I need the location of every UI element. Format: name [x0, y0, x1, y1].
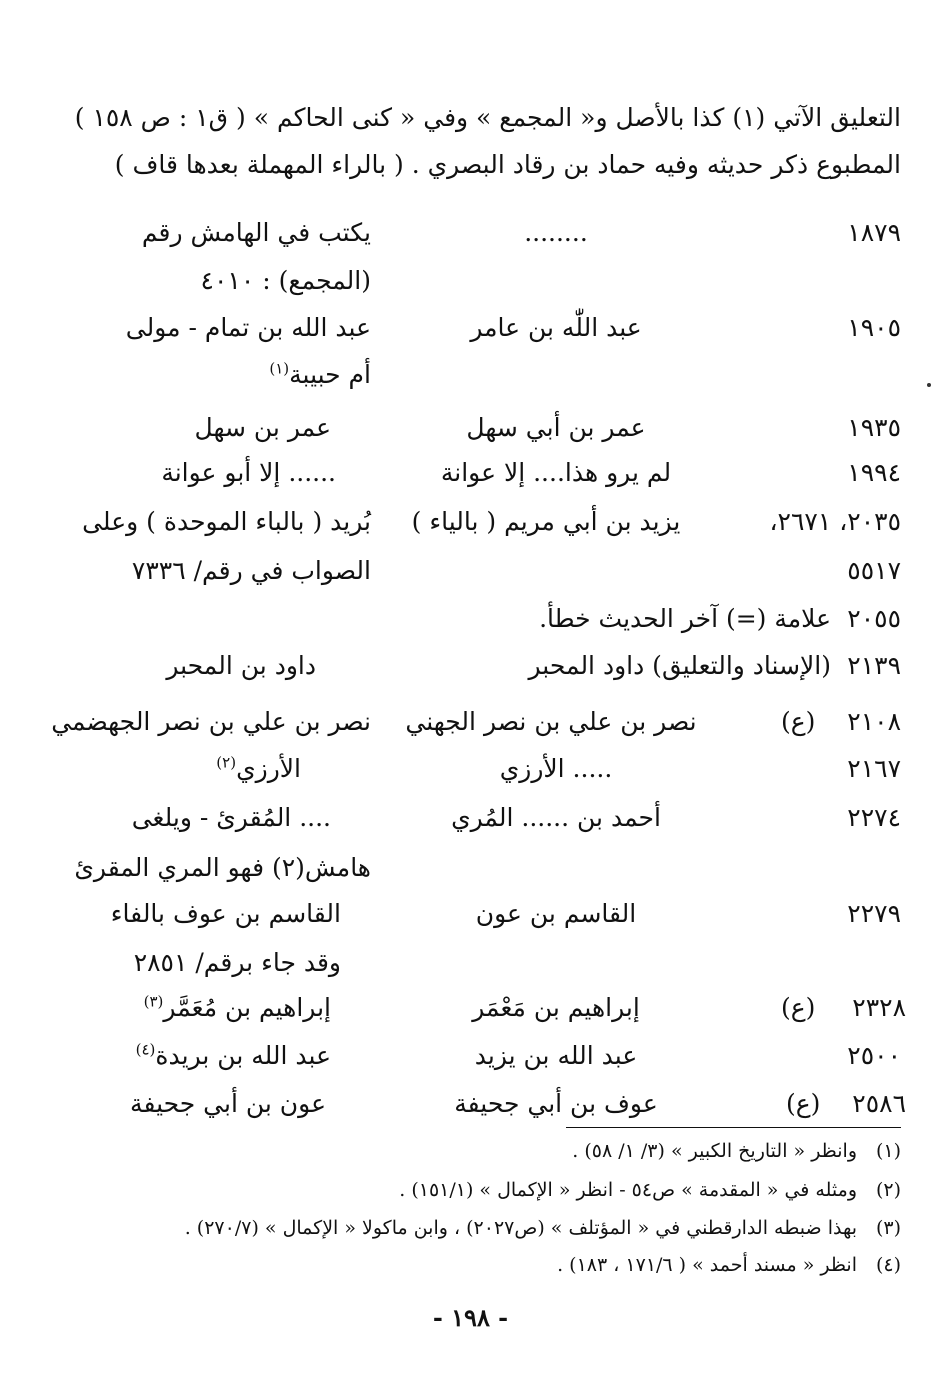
footnote-mark: (٢)	[875, 1179, 901, 1201]
entry-row-2586	[41, 1089, 906, 1135]
correction-text: داود بن المحبر	[166, 651, 316, 680]
footnote-text: ومثله في « المقدمة » ص٥٤ - انظر « الإكمال » (١٥١/١) .	[399, 1179, 857, 1201]
correction-text	[71, 993, 331, 1022]
marker-tag: (ع)	[786, 1089, 821, 1118]
margin-mark	[927, 383, 931, 387]
footnote-ref: (٤)	[135, 1040, 156, 1059]
correction-text	[71, 1041, 331, 1070]
entry-row-2167	[41, 754, 901, 800]
entry-number: ٢١٣٩	[847, 651, 901, 680]
correction-text: وقد جاء برقم/ ٢٨٥١	[133, 948, 341, 977]
footnote-2	[41, 1179, 901, 1201]
original-text: أحمد بن ...... المُري	[451, 803, 661, 832]
entry-number: ٢٠٥٥	[847, 604, 901, 633]
footnote-ref: (٢)	[216, 753, 237, 772]
original-text: (الإسناد والتعليق) داود المحبر	[528, 651, 831, 680]
correction-text-main: الأرزي	[236, 754, 301, 783]
correction-text: نصر بن علي بن نصر الجهضمي	[51, 707, 371, 736]
original-text: نصر بن علي بن نصر الجهني	[405, 707, 697, 736]
footnote-4	[41, 1254, 901, 1276]
footnote-text: انظر « مسند أحمد » ( ١٧١/٦ ، ١٨٣) .	[557, 1254, 857, 1276]
footnote-text: وانظر « التاريخ الكبير » (٣/ ١/ ٥٨) .	[572, 1140, 857, 1162]
footnote-separator	[566, 1127, 901, 1128]
entry-number: ٢٢٧٩	[847, 899, 901, 928]
entry-row-5517	[41, 556, 901, 602]
correction-text: بُريد ( بالباء الموحدة ) وعلى	[82, 507, 371, 536]
correction-text: هامش(٢) فهو المري المقرئ	[74, 853, 371, 882]
correction-text-main: أم حبيبة	[289, 360, 371, 389]
correction-text: القاسم بن عوف بالفاء	[110, 899, 341, 928]
original-text: عبد اللّٰه بن عامر	[470, 313, 642, 342]
footnote-ref: (١)	[269, 359, 290, 378]
original-text: يزيد بن أبي مريم ( بالياء )	[411, 507, 681, 536]
entry-row-2328	[41, 992, 906, 1039]
entry-row-2139	[41, 651, 901, 697]
correction-text: عمر بن سهل	[194, 413, 331, 442]
entry-number: ٢٥٠٠	[847, 1041, 901, 1070]
entry-row-2279	[41, 899, 901, 945]
entry-number: ١٩٣٥	[847, 413, 901, 442]
footnote-mark: (٣)	[875, 1217, 901, 1239]
entry-number: ١٩٠٥	[847, 313, 901, 342]
footnote-1	[41, 1140, 901, 1162]
entry-row-2274	[41, 803, 901, 849]
entry-row-1994	[41, 458, 901, 504]
entry-row-2108	[41, 707, 901, 753]
entry-row-1879-cont	[41, 266, 901, 312]
entry-row-2035	[41, 507, 901, 553]
entry-number: ١٨٧٩	[847, 218, 901, 247]
original-text: عوف بن أبي جحيفة	[454, 1089, 658, 1118]
correction-text: عون بن أبي جحيفة	[130, 1089, 326, 1118]
correction-text: يكتب في الهامش رقم	[141, 218, 371, 247]
correction-text	[71, 360, 371, 389]
original-text: ........	[524, 218, 588, 247]
original-text: القاسم بن عون	[475, 899, 637, 928]
entry-row-2500	[41, 1041, 901, 1087]
note-text: علامة (=) آخر الحديث خطأ.	[539, 604, 831, 633]
correction-text: الصواب في رقم/ ٧٣٣٦	[131, 556, 371, 585]
entry-number: ٢٣٢٨	[852, 993, 906, 1022]
entry-row-1879	[41, 218, 901, 264]
footnote-mark: (٤)	[875, 1254, 901, 1276]
entry-number: ٢٠٣٥، ٢٦٧١،	[769, 507, 901, 536]
original-text: إبراهيم بن مَعْمَر	[472, 993, 640, 1022]
marker-tag: (ع)	[781, 993, 816, 1022]
entry-row-2274-cont	[41, 853, 901, 899]
entry-row-1935	[41, 413, 901, 459]
entry-number: ٢٢٧٤	[847, 803, 901, 832]
footnote-mark: (١)	[875, 1140, 901, 1162]
marker-tag: (ع)	[781, 707, 816, 736]
entry-number: ١٩٩٤	[847, 458, 901, 487]
original-text: لم يرو هذا.... إلا عوانة	[440, 458, 672, 487]
entry-row-1905	[41, 313, 901, 359]
footnote-text: بهذا ضبطه الدارقطني في « المؤتلف » (ص٢٠٢٧) ، وابن ماكولا « الإكمال » (٢٧٠/٧) .	[184, 1217, 857, 1239]
footnote-3	[41, 1217, 901, 1239]
intro-line-1: التعليق الآتي (١) كذا بالأصل و« المجمع » وفي « كنى الحاكم » ( ق١ : ص ١٥٨ )	[74, 103, 901, 132]
correction-text-main: عبد الله بن بريدة	[155, 1041, 331, 1070]
entry-row-2055	[41, 604, 901, 650]
intro-line-2: المطبوع ذكر حديثه وفيه حماد بن رقاد البصري . ( بالراء المهملة بعدها قاف )	[114, 150, 901, 179]
correction-text: عبد الله بن تمام - مولى	[125, 313, 371, 342]
correction-text: .... المُقرئ - ويلغى	[131, 803, 331, 832]
entry-row-2279-cont	[41, 948, 901, 994]
correction-text-main: إبراهيم بن مُعَمَّر	[163, 993, 331, 1022]
correction-text: ...... إلا أبو عوانة	[161, 458, 336, 487]
entry-number: ٢٥٨٦	[852, 1089, 906, 1118]
entry-number: ٢١٠٨	[847, 707, 901, 736]
original-text: عبد الله بن يزيد	[474, 1041, 638, 1070]
original-text: عمر بن أبي سهل	[466, 413, 646, 442]
correction-text	[101, 754, 301, 783]
entry-row-1905-cont	[41, 360, 901, 406]
page-number: - ١٩٨ -	[432, 1303, 509, 1332]
correction-text: (المجمع) : ٤٠١٠	[200, 266, 371, 295]
entry-number: ٥٥١٧	[847, 556, 901, 585]
entry-number: ٢١٦٧	[847, 754, 901, 783]
original-text: ..... الأرزي	[499, 754, 613, 783]
footnote-ref: (٣)	[143, 992, 164, 1011]
